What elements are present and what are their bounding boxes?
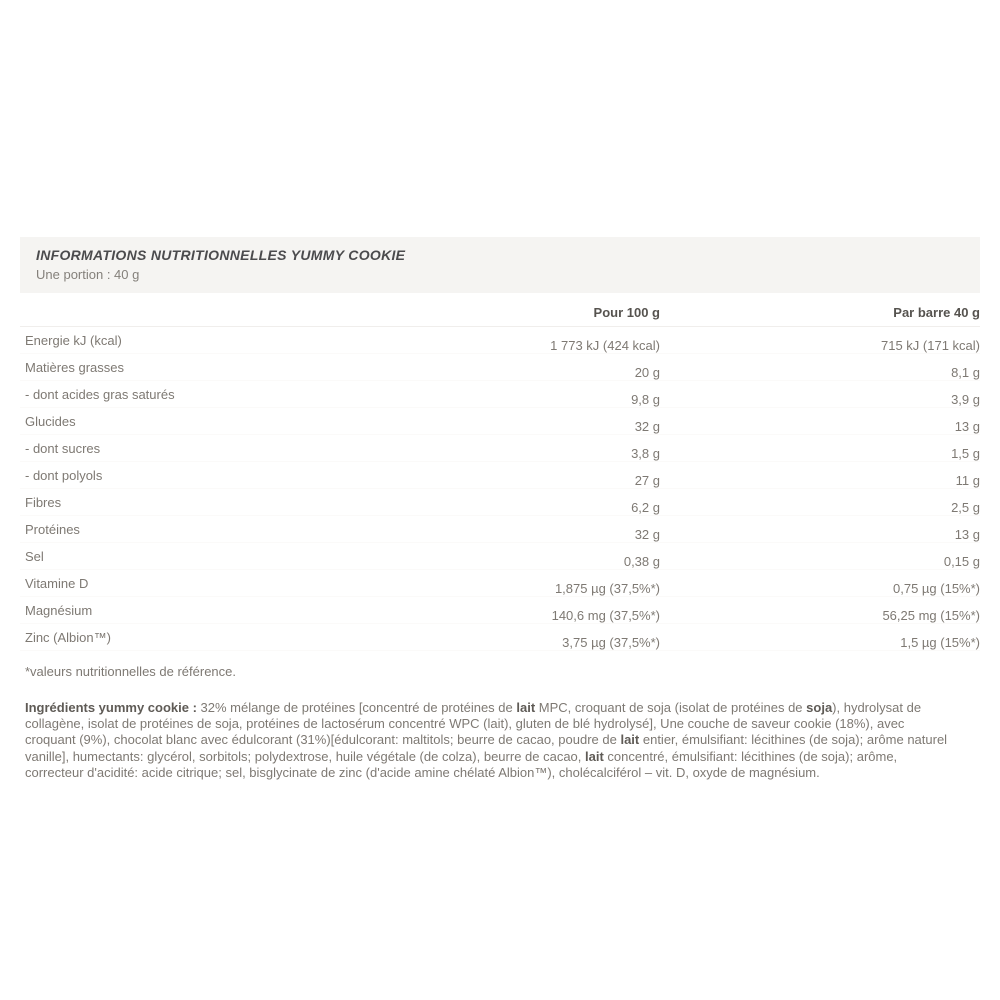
value-per-bar-40g: 0,75 µg (15%*) (893, 581, 980, 596)
nutrient-label: Sel (25, 549, 44, 564)
nutrient-label: Protéines (25, 522, 80, 537)
ingredient-bold-text: lait (516, 700, 536, 715)
table-row (20, 516, 980, 543)
table-row (20, 489, 980, 516)
value-per-bar-40g: 13 g (954, 527, 980, 542)
value-per-bar-40g: 3,9 g (951, 392, 980, 407)
value-per-100g: 140,6 mg (37,5%*) (551, 608, 660, 623)
table-body (20, 327, 980, 651)
nutrient-label: Energie kJ (kcal) (25, 333, 122, 348)
value-per-100g: 20 g (634, 365, 660, 380)
nutrient-label: Glucides (25, 414, 76, 429)
value-per-100g: 1 773 kJ (424 kcal) (550, 338, 660, 353)
value-per-bar-40g: 0,15 g (943, 554, 980, 569)
ingredient-bold-text: lait (620, 732, 640, 748)
value-per-100g: 27 g (634, 473, 660, 488)
ingredients-paragraph (20, 700, 948, 781)
reference-values-footnote: *valeurs nutritionnelles de référence. (25, 664, 237, 679)
value-per-bar-40g: 8,1 g (951, 365, 980, 380)
table-row (20, 435, 980, 462)
column-header-per-100g: Pour 100 g (593, 305, 660, 320)
nutrient-label: - dont acides gras saturés (25, 387, 175, 402)
column-header-per-bar-40g: Par barre 40 g (893, 305, 980, 320)
nutrient-label: Zinc (Albion™) (25, 630, 111, 645)
nutrient-label: Fibres (25, 495, 62, 510)
value-per-bar-40g: 715 kJ (171 kcal) (881, 338, 980, 353)
value-per-100g: 6,2 g (631, 500, 660, 515)
portion-size-text: Une portion : 40 g (36, 267, 140, 282)
section-header (20, 237, 980, 293)
value-per-100g: 9,8 g (631, 392, 660, 407)
ingredient-text: 32% mélange de protéines [concentré de protéines de (200, 700, 517, 715)
value-per-100g: 3,75 µg (37,5%*) (562, 635, 660, 650)
table-row (20, 543, 980, 570)
table-header-row (20, 301, 980, 327)
table-row (20, 327, 980, 354)
value-per-bar-40g: 11 g (955, 473, 980, 488)
nutrient-label: Matières grasses (25, 360, 124, 375)
ingredient-bold-text: lait (585, 748, 604, 764)
ingredient-bold-text: Ingrédients yummy cookie : (25, 700, 201, 715)
table-row (20, 462, 980, 489)
table-row (20, 381, 980, 408)
ingredient-text: entier, émulsifiant: lécithines (de soja); arôme naturel vanille], humectants: glycérol, sorbitols; polydextrose, huile végétale (de colza), beurre de cacao, (25, 732, 948, 764)
value-per-100g: 0,38 g (623, 554, 660, 569)
value-per-bar-40g: 13 g (954, 419, 980, 434)
ingredient-bold-text: soja (806, 700, 833, 715)
nutrient-label: Magnésium (25, 603, 93, 618)
nutrition-table (20, 301, 980, 679)
nutrition-info-section (20, 237, 980, 781)
section-title: INFORMATIONS NUTRITIONNELLES YUMMY COOKIE (36, 247, 406, 263)
nutrient-label: Vitamine D (25, 576, 89, 591)
value-per-100g: 1,875 µg (37,5%*) (554, 581, 660, 596)
value-per-100g: 3,8 g (631, 446, 660, 461)
table-row (20, 354, 980, 381)
ingredient-text: ), hydrolysat de collagène, isolat de protéines de soja, protéines de lactosérum concentré WPC (lait), gluten de blé hydrolysé], Une couche de saveur cookie (18%), avec croquant (9%), chocolat blanc avec édulcorant (31%)[édulcorant: maltitols; beurre de cacao, poudre de (25, 700, 922, 748)
value-per-bar-40g: 56,25 mg (15%*) (882, 608, 980, 623)
value-per-bar-40g: 2,5 g (951, 500, 980, 515)
table-row (20, 570, 980, 597)
ingredient-text: concentré, émulsifiant: lécithines (de soja); arôme, correcteur d'acidité: acide citrique; sel, bisglycinate de zinc (d'acide amine chélaté Albion™), cholécalciférol – vit. D, oxyde de magnésium. (25, 748, 898, 780)
value-per-bar-40g: 1,5 g (951, 446, 980, 461)
nutrient-label: - dont sucres (25, 441, 101, 456)
value-per-bar-40g: 1,5 µg (15%*) (900, 635, 980, 650)
table-row (20, 624, 980, 651)
ingredient-text: MPC, croquant de soja (isolat de protéines de (535, 700, 807, 715)
value-per-100g: 32 g (634, 419, 660, 434)
nutrient-label: - dont polyols (25, 468, 103, 483)
value-per-100g: 32 g (634, 527, 660, 542)
table-row (20, 597, 980, 624)
table-row (20, 408, 980, 435)
